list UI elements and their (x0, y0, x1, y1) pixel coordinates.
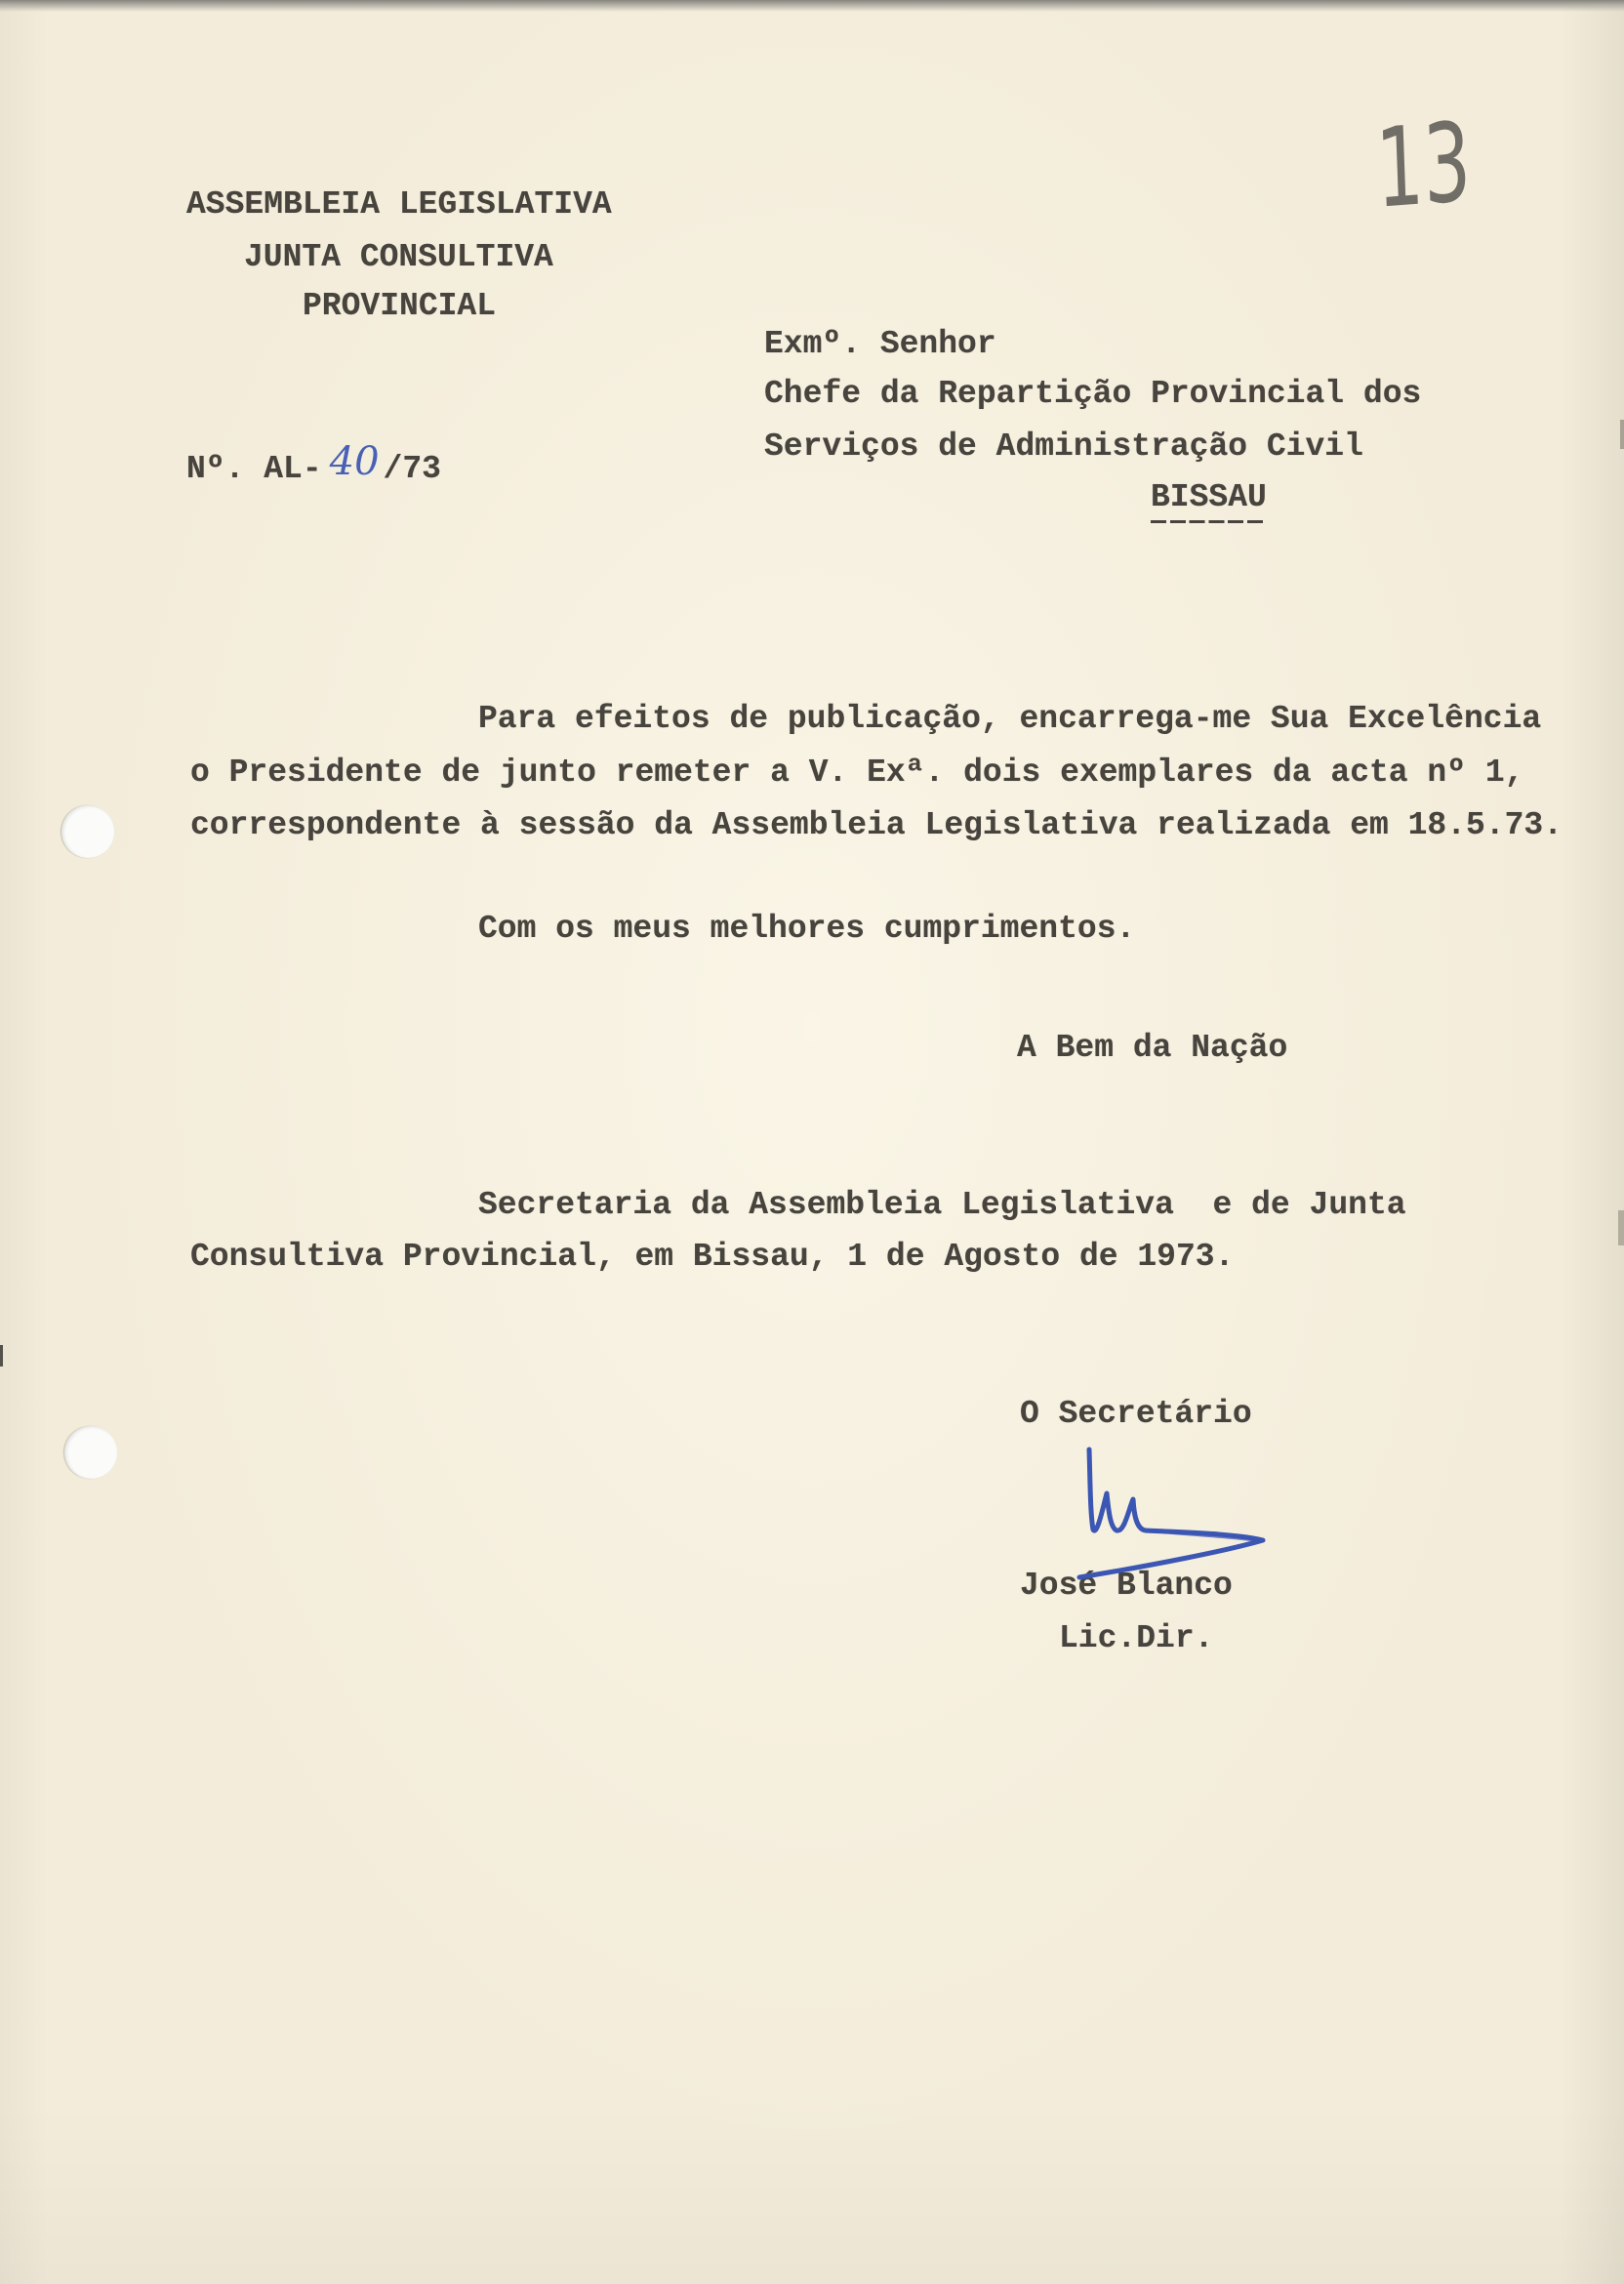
recipient-city: BISSAU (1151, 479, 1267, 515)
recipient-line: Serviços de Administração Civil (764, 428, 1363, 465)
place-date-line: Consultiva Provincial, em Bissau, 1 de Agosto de 1973. (190, 1239, 1235, 1275)
signatory-name: José Blanco (1020, 1568, 1233, 1604)
signatory-title: O Secretário (1020, 1396, 1252, 1432)
recipient-salutation: Exmº. Senhor (764, 326, 996, 362)
folio-number: 13 (1373, 99, 1474, 233)
closing-line: Com os meus melhores cumprimentos. (478, 911, 1136, 947)
reference-suffix: /73 (383, 451, 441, 487)
sender-line: JUNTA CONSULTIVA (244, 239, 553, 275)
punch-hole (61, 805, 114, 858)
scan-edge (0, 0, 1624, 12)
sender-line: ASSEMBLEIA LEGISLATIVA (186, 186, 612, 223)
body-line: Para efeitos de publicação, encarrega-me Sua Excelência (478, 701, 1542, 737)
punch-hole (64, 1426, 117, 1479)
handwritten-signature (1064, 1435, 1288, 1601)
place-date-line: Secretaria da Assembleia Legislativa e de Junta (478, 1187, 1406, 1223)
recipient-line: Chefe da Repartição Provincial dos (764, 376, 1422, 412)
scan-mark (0, 1345, 3, 1366)
sender-line: PROVINCIAL (303, 288, 497, 324)
motto: A Bem da Nação (1017, 1030, 1288, 1066)
scan-mark (1620, 420, 1624, 449)
body-line: o Presidente de junto remeter a V. Exª. dois exemplares da acta nº 1, (190, 755, 1524, 791)
handwritten-reference-number: 40 (329, 439, 380, 484)
signatory-credentials: Lic.Dir. (1059, 1620, 1214, 1656)
reference-prefix: Nº. AL- (186, 451, 322, 487)
body-line: correspondente à sessão da Assembleia Legislativa realizada em 18.5.73. (190, 807, 1563, 843)
reference-number (186, 439, 441, 487)
scan-mark (1618, 1210, 1624, 1245)
